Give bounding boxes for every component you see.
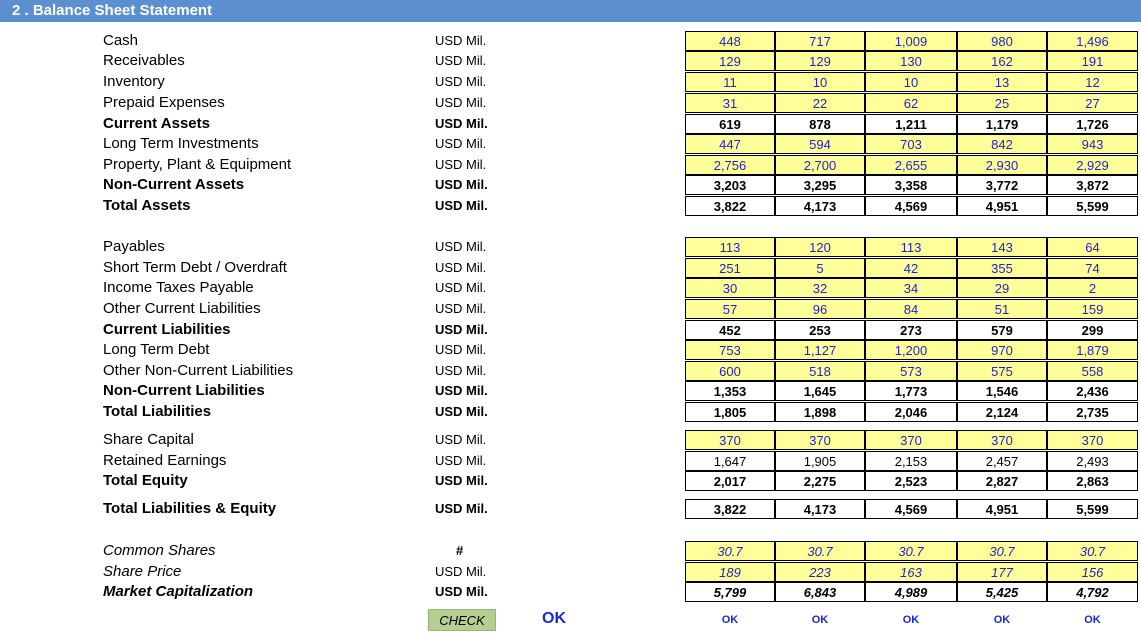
- cell-retained-earnings-y3: 2,153: [865, 451, 957, 471]
- cell-other-non-current-liabilities-y3[interactable]: 573: [865, 361, 957, 381]
- cell-share-price-y5[interactable]: 156: [1047, 562, 1138, 582]
- cell-long-term-investments-y3[interactable]: 703: [865, 134, 957, 154]
- cell-total-liabilities-y5: 2,735: [1047, 402, 1138, 422]
- cell-other-current-liabilities-y2[interactable]: 96: [775, 299, 865, 319]
- cell-current-assets-y1: 619: [685, 114, 775, 134]
- cell-prepaid-expenses-y5[interactable]: 27: [1047, 93, 1138, 113]
- row-unit: USD Mil.: [435, 198, 488, 213]
- cell-retained-earnings-y2: 1,905: [775, 451, 865, 471]
- cell-share-price-y1[interactable]: 189: [685, 562, 775, 582]
- row-label-market-capitalization: Market Capitalization: [103, 583, 254, 600]
- cell-prepaid-expenses-y4[interactable]: 25: [957, 93, 1047, 113]
- cell-other-current-liabilities-y4[interactable]: 51: [957, 299, 1047, 319]
- row-label-non-current-assets: Non-Current Assets: [103, 176, 245, 193]
- row-unit: USD Mil.: [435, 564, 487, 579]
- column-check-status: OK: [993, 614, 1011, 626]
- cell-total-equity-y1: 2,017: [685, 471, 775, 491]
- cell-prepaid-expenses-y2[interactable]: 22: [775, 93, 865, 113]
- row-unit: USD Mil.: [435, 453, 487, 468]
- row-unit: USD Mil.: [435, 584, 488, 599]
- cell-non-current-liabilities-y3: 1,773: [865, 381, 957, 401]
- cell-income-taxes-payable-y5[interactable]: 2: [1047, 278, 1138, 298]
- cell-current-assets-y5: 1,726: [1047, 114, 1138, 134]
- row-unit: USD Mil.: [435, 432, 487, 447]
- cell-current-assets-y2: 878: [775, 114, 865, 134]
- cell-total-equity-y5: 2,863: [1047, 471, 1138, 491]
- row-label-retained-earnings: Retained Earnings: [103, 452, 227, 469]
- cell-total-equity-y2: 2,275: [775, 471, 865, 491]
- section-title: 2 . Balance Sheet Statement: [12, 2, 213, 19]
- cell-non-current-liabilities-y2: 1,645: [775, 381, 865, 401]
- row-unit: USD Mil.: [435, 53, 487, 68]
- row-label-total-assets: Total Assets: [103, 197, 191, 214]
- cell-share-capital-y5[interactable]: 370: [1047, 430, 1138, 450]
- cell-total-assets-y1: 3,822: [685, 196, 775, 216]
- cell-payables-y5[interactable]: 64: [1047, 237, 1138, 257]
- cell-market-capitalization-y3: 4,989: [865, 582, 957, 602]
- cell-income-taxes-payable-y2[interactable]: 32: [775, 278, 865, 298]
- row-label-non-current-liabilities: Non-Current Liabilities: [103, 382, 265, 399]
- cell-other-current-liabilities-y1[interactable]: 57: [685, 299, 775, 319]
- cell-property-plant-equipment-y3[interactable]: 2,655: [865, 155, 957, 175]
- cell-non-current-assets-y5: 3,872: [1047, 175, 1138, 195]
- row-label-current-assets: Current Assets: [103, 115, 210, 132]
- cell-common-shares-y3[interactable]: 30.7: [865, 541, 957, 561]
- row-label-receivables: Receivables: [103, 52, 185, 69]
- cell-retained-earnings-y4: 2,457: [957, 451, 1047, 471]
- row-unit: #: [456, 543, 464, 558]
- row-unit: USD Mil.: [435, 473, 488, 488]
- row-label-share-capital: Share Capital: [103, 431, 194, 448]
- row-unit: USD Mil.: [435, 301, 487, 316]
- cell-receivables-y4[interactable]: 162: [957, 51, 1047, 71]
- row-unit: USD Mil.: [435, 342, 487, 357]
- check-button[interactable]: CHECK: [428, 609, 496, 631]
- cell-current-assets-y4: 1,179: [957, 114, 1047, 134]
- row-label-common-shares: Common Shares: [103, 542, 216, 559]
- cell-market-capitalization-y5: 4,792: [1047, 582, 1138, 602]
- cell-inventory-y4[interactable]: 13: [957, 72, 1047, 92]
- row-unit: USD Mil.: [435, 33, 487, 48]
- row-label-total-equity: Total Equity: [103, 472, 188, 489]
- row-unit: USD Mil.: [435, 74, 487, 89]
- cell-common-shares-y4[interactable]: 30.7: [957, 541, 1047, 561]
- cell-total-assets-y4: 4,951: [957, 196, 1047, 216]
- row-label-short-term-debt-overdraft: Short Term Debt / Overdraft: [103, 259, 287, 276]
- row-unit: USD Mil.: [435, 363, 487, 378]
- row-label-other-current-liabilities: Other Current Liabilities: [103, 300, 261, 317]
- cell-non-current-liabilities-y1: 1,353: [685, 381, 775, 401]
- cell-non-current-liabilities-y4: 1,546: [957, 381, 1047, 401]
- cell-cash-y2[interactable]: 717: [775, 31, 865, 51]
- cell-long-term-investments-y1[interactable]: 447: [685, 134, 775, 154]
- cell-current-liabilities-y3: 273: [865, 320, 957, 340]
- cell-total-liabilities-equity-y2: 4,173: [775, 499, 865, 519]
- row-unit: USD Mil.: [435, 404, 488, 419]
- cell-other-non-current-liabilities-y5[interactable]: 558: [1047, 361, 1138, 381]
- cell-common-shares-y2[interactable]: 30.7: [775, 541, 865, 561]
- row-label-other-non-current-liabilities: Other Non-Current Liabilities: [103, 362, 294, 379]
- cell-market-capitalization-y2: 6,843: [775, 582, 865, 602]
- cell-total-equity-y3: 2,523: [865, 471, 957, 491]
- row-label-payables: Payables: [103, 238, 165, 255]
- cell-cash-y4[interactable]: 980: [957, 31, 1047, 51]
- cell-inventory-y3[interactable]: 10: [865, 72, 957, 92]
- cell-payables-y2[interactable]: 120: [775, 237, 865, 257]
- row-unit: USD Mil.: [435, 157, 487, 172]
- column-check-status: OK: [721, 614, 739, 626]
- cell-total-liabilities-equity-y1: 3,822: [685, 499, 775, 519]
- cell-short-term-debt-overdraft-y5[interactable]: 74: [1047, 258, 1138, 278]
- cell-long-term-debt-y2[interactable]: 1,127: [775, 340, 865, 360]
- row-unit: USD Mil.: [435, 239, 487, 254]
- cell-total-assets-y5: 5,599: [1047, 196, 1138, 216]
- row-label-current-liabilities: Current Liabilities: [103, 321, 231, 338]
- cell-long-term-debt-y3[interactable]: 1,200: [865, 340, 957, 360]
- column-check-status: OK: [1084, 614, 1101, 626]
- row-label-property-plant-equipment: Property, Plant & Equipment: [103, 156, 292, 173]
- cell-other-current-liabilities-y3[interactable]: 84: [865, 299, 957, 319]
- row-label-long-term-investments: Long Term Investments: [103, 135, 259, 152]
- cell-other-non-current-liabilities-y1[interactable]: 600: [685, 361, 775, 381]
- cell-property-plant-equipment-y1[interactable]: 2,756: [685, 155, 775, 175]
- cell-total-liabilities-y1: 1,805: [685, 402, 775, 422]
- cell-total-liabilities-y4: 2,124: [957, 402, 1047, 422]
- cell-total-liabilities-equity-y4: 4,951: [957, 499, 1047, 519]
- cell-long-term-investments-y4[interactable]: 842: [957, 134, 1047, 154]
- cell-total-liabilities-y2: 1,898: [775, 402, 865, 422]
- cell-property-plant-equipment-y4[interactable]: 2,930: [957, 155, 1047, 175]
- cell-long-term-debt-y1[interactable]: 753: [685, 340, 775, 360]
- row-unit: USD Mil.: [435, 280, 487, 295]
- cell-market-capitalization-y1: 5,799: [685, 582, 775, 602]
- cell-cash-y1[interactable]: 448: [685, 31, 775, 51]
- check-status: OK: [542, 610, 566, 627]
- row-label-prepaid-expenses: Prepaid Expenses: [103, 94, 225, 111]
- cell-total-liabilities-equity-y3: 4,569: [865, 499, 957, 519]
- column-check-status: OK: [811, 614, 829, 626]
- row-unit: USD Mil.: [435, 177, 488, 192]
- cell-total-liabilities-equity-y5: 5,599: [1047, 499, 1138, 519]
- cell-current-liabilities-y1: 452: [685, 320, 775, 340]
- cell-receivables-y1[interactable]: 129: [685, 51, 775, 71]
- cell-share-capital-y3[interactable]: 370: [865, 430, 957, 450]
- cell-total-assets-y3: 4,569: [865, 196, 957, 216]
- cell-long-term-debt-y4[interactable]: 970: [957, 340, 1047, 360]
- row-unit: USD Mil.: [435, 501, 488, 516]
- cell-total-liabilities-y3: 2,046: [865, 402, 957, 422]
- cell-prepaid-expenses-y3[interactable]: 62: [865, 93, 957, 113]
- cell-short-term-debt-overdraft-y3[interactable]: 42: [865, 258, 957, 278]
- cell-receivables-y2[interactable]: 129: [775, 51, 865, 71]
- cell-total-equity-y4: 2,827: [957, 471, 1047, 491]
- cell-share-price-y2[interactable]: 223: [775, 562, 865, 582]
- cell-non-current-liabilities-y5: 2,436: [1047, 381, 1138, 401]
- cell-retained-earnings-y5: 2,493: [1047, 451, 1138, 471]
- cell-receivables-y3[interactable]: 130: [865, 51, 957, 71]
- cell-non-current-assets-y2: 3,295: [775, 175, 865, 195]
- cell-current-liabilities-y2: 253: [775, 320, 865, 340]
- row-unit: USD Mil.: [435, 95, 487, 110]
- cell-long-term-investments-y5[interactable]: 943: [1047, 134, 1138, 154]
- row-unit: USD Mil.: [435, 136, 487, 151]
- cell-short-term-debt-overdraft-y2[interactable]: 5: [775, 258, 865, 278]
- cell-property-plant-equipment-y5[interactable]: 2,929: [1047, 155, 1138, 175]
- cell-inventory-y5[interactable]: 12: [1047, 72, 1138, 92]
- column-check-status: OK: [902, 614, 920, 626]
- row-label-long-term-debt: Long Term Debt: [103, 341, 210, 358]
- cell-common-shares-y1[interactable]: 30.7: [685, 541, 775, 561]
- row-label-share-price: Share Price: [103, 563, 182, 580]
- cell-payables-y4[interactable]: 143: [957, 237, 1047, 257]
- row-label-total-liabilities-equity: Total Liabilities & Equity: [103, 500, 277, 517]
- cell-non-current-assets-y1: 3,203: [685, 175, 775, 195]
- row-label-total-liabilities: Total Liabilities: [103, 403, 212, 420]
- cell-long-term-debt-y5[interactable]: 1,879: [1047, 340, 1138, 360]
- cell-short-term-debt-overdraft-y4[interactable]: 355: [957, 258, 1047, 278]
- cell-current-liabilities-y5: 299: [1047, 320, 1138, 340]
- row-label-cash: Cash: [103, 32, 139, 49]
- cell-long-term-investments-y2[interactable]: 594: [775, 134, 865, 154]
- row-unit: USD Mil.: [435, 116, 488, 131]
- section-title-bar: [0, 0, 1141, 22]
- cell-other-non-current-liabilities-y4[interactable]: 575: [957, 361, 1047, 381]
- cell-cash-y3[interactable]: 1,009: [865, 31, 957, 51]
- cell-share-capital-y2[interactable]: 370: [775, 430, 865, 450]
- cell-common-shares-y5[interactable]: 30.7: [1047, 541, 1138, 561]
- row-label-inventory: Inventory: [103, 73, 165, 90]
- row-label-income-taxes-payable: Income Taxes Payable: [103, 279, 254, 296]
- cell-other-current-liabilities-y5[interactable]: 159: [1047, 299, 1138, 319]
- cell-share-price-y4[interactable]: 177: [957, 562, 1047, 582]
- cell-receivables-y5[interactable]: 191: [1047, 51, 1138, 71]
- cell-total-assets-y2: 4,173: [775, 196, 865, 216]
- cell-short-term-debt-overdraft-y1[interactable]: 251: [685, 258, 775, 278]
- cell-non-current-assets-y3: 3,358: [865, 175, 957, 195]
- cell-payables-y3[interactable]: 113: [865, 237, 957, 257]
- row-unit: USD Mil.: [435, 322, 488, 337]
- cell-prepaid-expenses-y1[interactable]: 31: [685, 93, 775, 113]
- cell-market-capitalization-y4: 5,425: [957, 582, 1047, 602]
- cell-share-price-y3[interactable]: 163: [865, 562, 957, 582]
- cell-payables-y1[interactable]: 113: [685, 237, 775, 257]
- cell-current-assets-y3: 1,211: [865, 114, 957, 134]
- row-unit: USD Mil.: [435, 383, 488, 398]
- cell-share-capital-y1[interactable]: 370: [685, 430, 775, 450]
- cell-retained-earnings-y1: 1,647: [685, 451, 775, 471]
- cell-share-capital-y4[interactable]: 370: [957, 430, 1047, 450]
- cell-inventory-y2[interactable]: 10: [775, 72, 865, 92]
- cell-cash-y5[interactable]: 1,496: [1047, 31, 1138, 51]
- cell-current-liabilities-y4: 579: [957, 320, 1047, 340]
- cell-income-taxes-payable-y3[interactable]: 34: [865, 278, 957, 298]
- cell-property-plant-equipment-y2[interactable]: 2,700: [775, 155, 865, 175]
- cell-non-current-assets-y4: 3,772: [957, 175, 1047, 195]
- cell-income-taxes-payable-y4[interactable]: 29: [957, 278, 1047, 298]
- cell-inventory-y1[interactable]: 11: [685, 72, 775, 92]
- cell-other-non-current-liabilities-y2[interactable]: 518: [775, 361, 865, 381]
- row-unit: USD Mil.: [435, 260, 487, 275]
- cell-income-taxes-payable-y1[interactable]: 30: [685, 278, 775, 298]
